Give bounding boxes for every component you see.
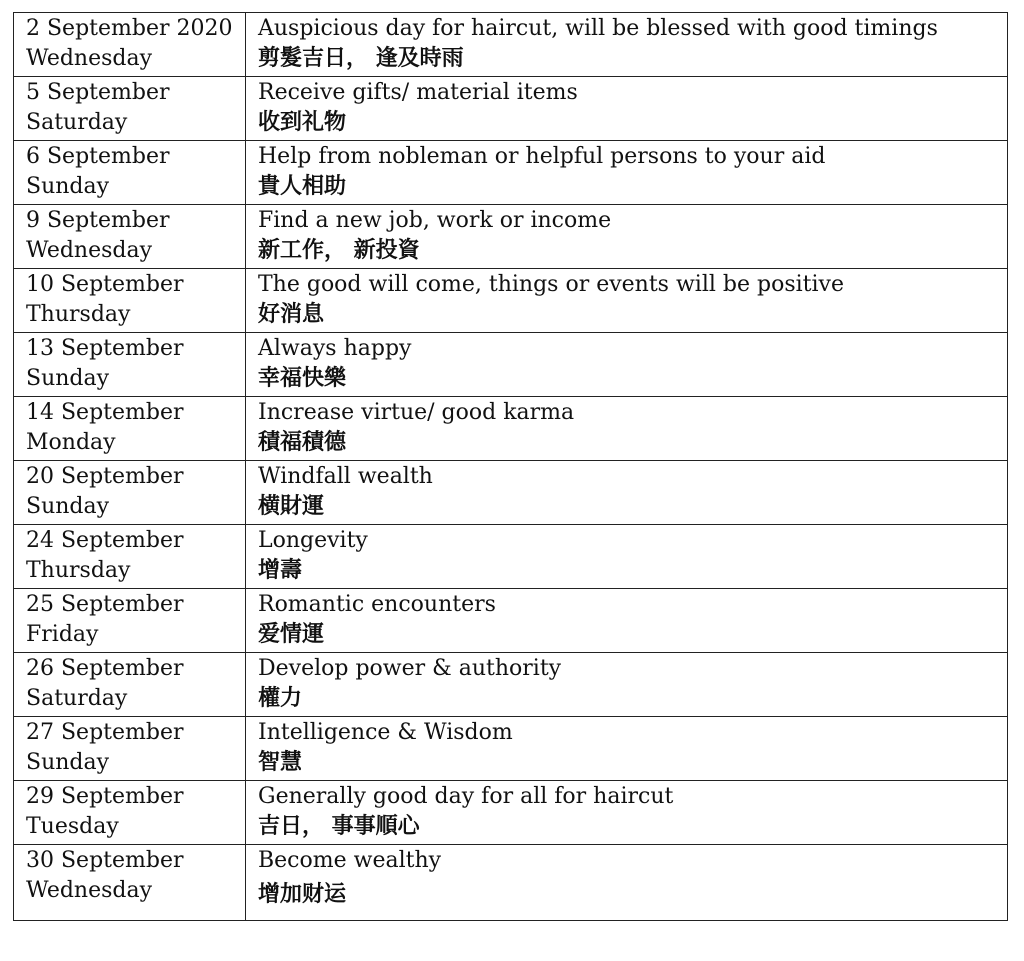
date-cell: [14, 781, 246, 845]
description-cell: [246, 845, 1008, 921]
english-description: Help from nobleman or helpful persons to your aid: [258, 144, 826, 169]
chinese-description: 智慧: [258, 750, 303, 775]
english-description: Windfall wealth: [258, 464, 433, 489]
date-cell: [14, 397, 246, 461]
weekday-text: Wednesday: [26, 238, 153, 263]
description-cell: [246, 13, 1008, 77]
chinese-description: 增壽: [258, 558, 303, 583]
date-cell: [14, 13, 246, 77]
english-description: Always happy: [258, 336, 412, 361]
description-cell: [246, 397, 1008, 461]
description-cell: [246, 269, 1008, 333]
auspicious-days-table: [13, 12, 1008, 921]
date-cell: [14, 589, 246, 653]
date-text: 26 September: [26, 656, 184, 681]
weekday-text: Wednesday: [26, 878, 153, 903]
chinese-description: 剪髮吉日， 逢及時雨: [258, 46, 464, 71]
english-description: Become wealthy: [258, 848, 442, 873]
date-text: 5 September: [26, 80, 170, 105]
weekday-text: Sunday: [26, 174, 110, 199]
description-cell: [246, 461, 1008, 525]
table-row: [14, 781, 1008, 845]
date-text: 6 September: [26, 144, 170, 169]
date-text: 9 September: [26, 208, 170, 233]
english-description: The good will come, things or events will be positive: [258, 272, 844, 297]
date-cell: [14, 269, 246, 333]
english-description: Receive gifts/ material items: [258, 80, 578, 105]
chinese-description: 幸福快樂: [258, 366, 347, 391]
description-cell: [246, 77, 1008, 141]
date-text: 29 September: [26, 784, 184, 809]
english-description: Intelligence & Wisdom: [258, 720, 513, 745]
date-cell: [14, 77, 246, 141]
chinese-description: 吉日， 事事順心: [258, 814, 420, 839]
date-cell: [14, 845, 246, 921]
weekday-text: Sunday: [26, 494, 110, 519]
description-cell: [246, 717, 1008, 781]
chinese-description: 横財運: [258, 494, 325, 519]
chinese-description: 新工作， 新投資: [258, 238, 420, 263]
date-cell: [14, 717, 246, 781]
weekday-text: Wednesday: [26, 46, 153, 71]
date-text: 20 September: [26, 464, 184, 489]
description-cell: [246, 141, 1008, 205]
table-row: [14, 333, 1008, 397]
weekday-text: Friday: [26, 622, 99, 647]
date-text: 2 September 2020: [26, 16, 233, 41]
chinese-description: 增加财运: [258, 882, 347, 907]
table-row: [14, 205, 1008, 269]
chinese-description: 貴人相助: [258, 174, 347, 199]
date-text: 30 September: [26, 848, 184, 873]
date-text: 24 September: [26, 528, 184, 553]
english-description: Find a new job, work or income: [258, 208, 612, 233]
weekday-text: Tuesday: [26, 814, 119, 839]
date-cell: [14, 141, 246, 205]
weekday-text: Thursday: [26, 302, 131, 327]
description-cell: [246, 333, 1008, 397]
table-row: [14, 653, 1008, 717]
chinese-description: 爱情運: [258, 622, 325, 647]
date-cell: [14, 205, 246, 269]
weekday-text: Sunday: [26, 366, 110, 391]
weekday-text: Monday: [26, 430, 116, 455]
date-text: 10 September: [26, 272, 184, 297]
date-cell: [14, 461, 246, 525]
table-row: [14, 397, 1008, 461]
english-description: Auspicious day for haircut, will be blessed with good timings: [258, 16, 938, 41]
weekday-text: Saturday: [26, 110, 128, 135]
table-row: [14, 461, 1008, 525]
description-cell: [246, 205, 1008, 269]
weekday-text: Saturday: [26, 686, 128, 711]
description-cell: [246, 589, 1008, 653]
description-cell: [246, 525, 1008, 589]
chinese-description: 權力: [258, 686, 303, 711]
english-description: Develop power & authority: [258, 656, 562, 681]
english-description: Generally good day for all for haircut: [258, 784, 674, 809]
table-row: [14, 525, 1008, 589]
table-row: [14, 13, 1008, 77]
date-text: 27 September: [26, 720, 184, 745]
english-description: Romantic encounters: [258, 592, 496, 617]
weekday-text: Thursday: [26, 558, 131, 583]
chinese-description: 積福積德: [258, 430, 347, 455]
date-cell: [14, 525, 246, 589]
chinese-description: 收到礼物: [258, 110, 347, 135]
date-cell: [14, 333, 246, 397]
date-text: 13 September: [26, 336, 184, 361]
weekday-text: Sunday: [26, 750, 110, 775]
description-cell: [246, 653, 1008, 717]
description-cell: [246, 781, 1008, 845]
chinese-description: 好消息: [258, 302, 325, 327]
date-cell: [14, 653, 246, 717]
table-row: [14, 717, 1008, 781]
table-row: [14, 845, 1008, 921]
table-row: [14, 269, 1008, 333]
english-description: Increase virtue/ good karma: [258, 400, 575, 425]
table-row: [14, 77, 1008, 141]
table-row: [14, 141, 1008, 205]
english-description: Longevity: [258, 528, 368, 553]
date-text: 14 September: [26, 400, 184, 425]
date-text: 25 September: [26, 592, 184, 617]
table-row: [14, 589, 1008, 653]
